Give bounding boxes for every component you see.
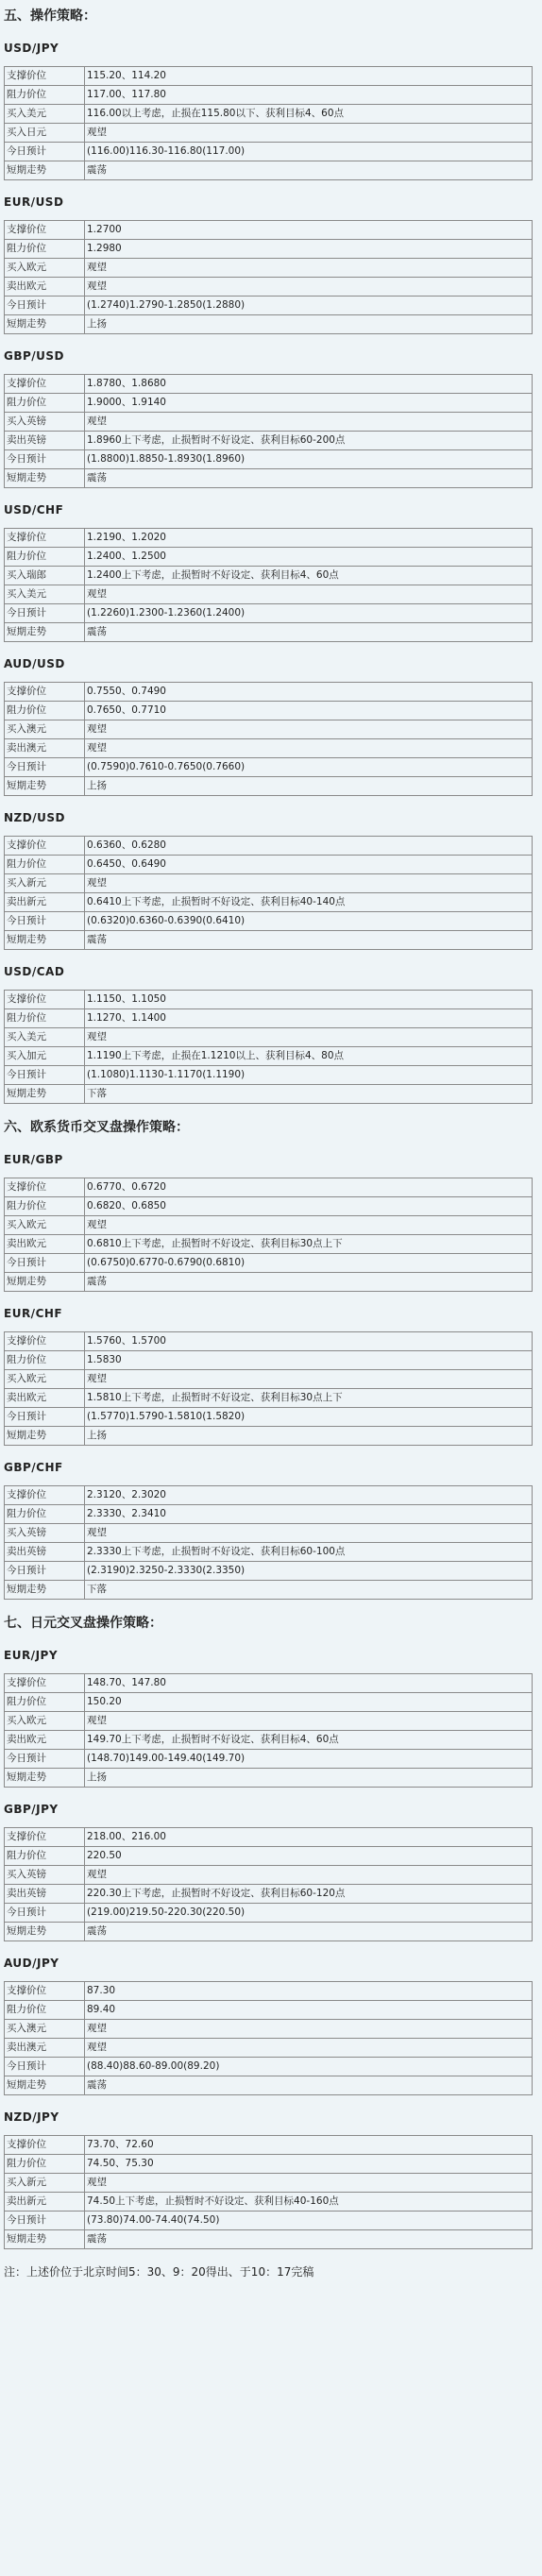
strategy-table [4, 1981, 533, 2095]
row-label: 买入美元 [5, 1028, 85, 1047]
trend-row [5, 1581, 533, 1600]
action-row [5, 585, 533, 604]
row-value: 2.3330、2.3410 [85, 1505, 533, 1524]
row-value: 148.70、147.80 [85, 1674, 533, 1693]
forecast-row [5, 758, 533, 777]
support-row [5, 375, 533, 394]
row-value: (219.00)219.50-220.30(220.50) [85, 1904, 533, 1923]
strategy-section [4, 8, 538, 1104]
support-row [5, 991, 533, 1009]
row-value: 1.5810上下考虑，止损暂时不好设定、获利目标30点上下 [85, 1389, 533, 1408]
forecast-row [5, 1408, 533, 1427]
pair-heading: NZD/JPY [4, 2110, 59, 2124]
row-label: 买入加元 [5, 1047, 85, 1066]
row-label: 卖出英镑 [5, 1885, 85, 1904]
trend-row [5, 1769, 533, 1788]
row-value: (1.8800)1.8850-1.8930(1.8960) [85, 450, 533, 469]
support-row [5, 837, 533, 856]
row-label: 支撑价位 [5, 221, 85, 240]
row-label: 短期走势 [5, 2076, 85, 2095]
resistance-row [5, 394, 533, 413]
pair-heading: GBP/JPY [4, 1803, 59, 1816]
row-value: (88.40)88.60-89.00(89.20) [85, 2058, 533, 2076]
row-label: 今日预计 [5, 912, 85, 931]
row-label: 今日预计 [5, 297, 85, 315]
row-value: 0.6410上下考虑，止损暂时不好设定、获利目标40-140点 [85, 893, 533, 912]
row-label: 卖出欧元 [5, 1731, 85, 1750]
row-value: (73.80)74.00-74.40(74.50) [85, 2212, 533, 2230]
forecast-row [5, 604, 533, 623]
row-value: 74.50、75.30 [85, 2155, 533, 2174]
row-label: 买入新元 [5, 874, 85, 893]
support-row [5, 1178, 533, 1197]
row-label: 卖出欧元 [5, 1235, 85, 1254]
row-value: 1.2190、1.2020 [85, 529, 533, 548]
row-label: 卖出澳元 [5, 739, 85, 758]
strategy-table [4, 990, 533, 1104]
row-label: 今日预计 [5, 1904, 85, 1923]
row-label: 支撑价位 [5, 67, 85, 86]
row-label: 今日预计 [5, 450, 85, 469]
row-value: (2.3190)2.3250-2.3330(2.3350) [85, 1562, 533, 1581]
forecast-row [5, 1904, 533, 1923]
row-value: (0.6750)0.6770-0.6790(0.6810) [85, 1254, 533, 1273]
row-value: 89.40 [85, 2001, 533, 2020]
row-label: 阻力价位 [5, 2155, 85, 2174]
resistance-row [5, 1693, 533, 1712]
row-value: 观望 [85, 1524, 533, 1543]
action-row [5, 1216, 533, 1235]
action-row [5, 278, 533, 297]
forecast-row [5, 143, 533, 161]
row-value: 震荡 [85, 2230, 533, 2249]
row-label: 卖出澳元 [5, 2039, 85, 2058]
row-label: 卖出英镑 [5, 432, 85, 450]
action-row [5, 2174, 533, 2193]
row-label: 短期走势 [5, 1769, 85, 1788]
forecast-row [5, 297, 533, 315]
action-row [5, 413, 533, 432]
row-value: 150.20 [85, 1693, 533, 1712]
pair-heading: EUR/JPY [4, 1649, 59, 1662]
support-row [5, 67, 533, 86]
strategy-table [4, 836, 533, 950]
row-label: 今日预计 [5, 1408, 85, 1427]
row-value: 震荡 [85, 931, 533, 950]
row-label: 阻力价位 [5, 856, 85, 874]
row-value: (148.70)149.00-149.40(149.70) [85, 1750, 533, 1769]
pair-heading: USD/CAD [4, 965, 65, 978]
support-row [5, 1486, 533, 1505]
pair-heading: USD/CHF [4, 503, 64, 517]
row-value: 149.70上下考虑，止损暂时不好设定、获利目标4、60点 [85, 1731, 533, 1750]
action-row [5, 2020, 533, 2039]
row-value: 0.6810上下考虑，止损暂时不好设定、获利目标30点上下 [85, 1235, 533, 1254]
row-value: 震荡 [85, 469, 533, 488]
row-label: 今日预计 [5, 2212, 85, 2230]
row-value: 震荡 [85, 2076, 533, 2095]
row-value: 1.5760、1.5700 [85, 1332, 533, 1351]
row-value: 观望 [85, 2020, 533, 2039]
row-value: 1.9000、1.9140 [85, 394, 533, 413]
row-value: 2.3120、2.3020 [85, 1486, 533, 1505]
strategy-table [4, 1331, 533, 1446]
row-label: 支撑价位 [5, 375, 85, 394]
forecast-row [5, 912, 533, 931]
action-row [5, 432, 533, 450]
row-value: 观望 [85, 413, 533, 432]
row-label: 今日预计 [5, 1066, 85, 1085]
row-value: 观望 [85, 585, 533, 604]
support-row [5, 2136, 533, 2155]
row-value: 1.2980 [85, 240, 533, 259]
row-value: 震荡 [85, 1273, 533, 1292]
row-value: 观望 [85, 1370, 533, 1389]
resistance-row [5, 86, 533, 105]
row-value: 震荡 [85, 1923, 533, 1941]
trend-row [5, 1923, 533, 1941]
forecast-row [5, 450, 533, 469]
row-value: 1.1270、1.1400 [85, 1009, 533, 1028]
row-value: 上扬 [85, 777, 533, 796]
pair-heading: EUR/CHF [4, 1307, 63, 1320]
row-label: 支撑价位 [5, 1828, 85, 1847]
row-label: 阻力价位 [5, 1009, 85, 1028]
strategy-table [4, 528, 533, 642]
row-value: 220.30上下考虑，止损暂时不好设定、获利目标60-120点 [85, 1885, 533, 1904]
row-label: 买入新元 [5, 2174, 85, 2193]
row-label: 卖出新元 [5, 893, 85, 912]
row-label: 阻力价位 [5, 2001, 85, 2020]
row-label: 买入欧元 [5, 259, 85, 278]
action-row [5, 1028, 533, 1047]
strategy-table [4, 1485, 533, 1600]
row-label: 买入欧元 [5, 1370, 85, 1389]
row-value: (1.1080)1.1130-1.1170(1.1190) [85, 1066, 533, 1085]
resistance-row [5, 1847, 533, 1866]
pair-heading: EUR/GBP [4, 1153, 63, 1166]
row-label: 短期走势 [5, 1923, 85, 1941]
row-label: 支撑价位 [5, 837, 85, 856]
row-label: 阻力价位 [5, 1197, 85, 1216]
row-value: 上扬 [85, 1769, 533, 1788]
row-value: 观望 [85, 124, 533, 143]
forecast-row [5, 2058, 533, 2076]
row-value: 0.7650、0.7710 [85, 702, 533, 720]
row-value: 观望 [85, 259, 533, 278]
row-value: 观望 [85, 739, 533, 758]
action-row [5, 1731, 533, 1750]
row-label: 买入美元 [5, 585, 85, 604]
support-row [5, 221, 533, 240]
support-row [5, 683, 533, 702]
forecast-row [5, 1066, 533, 1085]
row-value: 观望 [85, 1712, 533, 1731]
pair-heading: NZD/USD [4, 811, 65, 824]
row-label: 阻力价位 [5, 702, 85, 720]
action-row [5, 2193, 533, 2212]
action-row [5, 1885, 533, 1904]
row-value: 1.2400上下考虑，止损暂时不好设定、获利目标4、60点 [85, 567, 533, 585]
row-label: 短期走势 [5, 315, 85, 334]
row-label: 买入英镑 [5, 1524, 85, 1543]
resistance-row [5, 1009, 533, 1028]
row-value: 观望 [85, 2174, 533, 2193]
row-label: 买入英镑 [5, 413, 85, 432]
row-value: 0.6360、0.6280 [85, 837, 533, 856]
pair-heading: AUD/USD [4, 657, 65, 670]
row-label: 今日预计 [5, 143, 85, 161]
row-value: (1.2260)1.2300-1.2360(1.2400) [85, 604, 533, 623]
forecast-row [5, 1750, 533, 1769]
row-label: 买入澳元 [5, 2020, 85, 2039]
row-label: 阻力价位 [5, 1351, 85, 1370]
row-value: 震荡 [85, 623, 533, 642]
trend-row [5, 469, 533, 488]
row-label: 短期走势 [5, 2230, 85, 2249]
support-row [5, 1982, 533, 2001]
resistance-row [5, 856, 533, 874]
resistance-row [5, 1197, 533, 1216]
section-title: 七、日元交叉盘操作策略： [4, 1616, 162, 1631]
action-row [5, 1370, 533, 1389]
resistance-row [5, 2155, 533, 2174]
row-value: 观望 [85, 720, 533, 739]
row-value: 1.2700 [85, 221, 533, 240]
row-label: 阻力价位 [5, 1693, 85, 1712]
row-label: 支撑价位 [5, 1332, 85, 1351]
row-value: 87.30 [85, 1982, 533, 2001]
row-label: 阻力价位 [5, 1847, 85, 1866]
strategy-table [4, 1673, 533, 1788]
row-value: 220.50 [85, 1847, 533, 1866]
row-value: 74.50上下考虑，止损暂时不好设定、获利目标40-160点 [85, 2193, 533, 2212]
trend-row [5, 2076, 533, 2095]
row-value: 观望 [85, 1028, 533, 1047]
strategy-section [4, 1615, 538, 2249]
row-value: 73.70、72.60 [85, 2136, 533, 2155]
resistance-row [5, 702, 533, 720]
row-value: 观望 [85, 2039, 533, 2058]
action-row [5, 567, 533, 585]
row-value: 观望 [85, 874, 533, 893]
action-row [5, 1389, 533, 1408]
row-value: (1.2740)1.2790-1.2850(1.2880) [85, 297, 533, 315]
row-label: 今日预计 [5, 758, 85, 777]
section-title: 五、操作策略： [4, 8, 96, 24]
trend-row [5, 623, 533, 642]
strategy-table [4, 374, 533, 488]
row-label: 今日预计 [5, 604, 85, 623]
row-label: 阻力价位 [5, 394, 85, 413]
row-value: (1.5770)1.5790-1.5810(1.5820) [85, 1408, 533, 1427]
row-label: 买入英镑 [5, 1866, 85, 1885]
action-row [5, 259, 533, 278]
support-row [5, 529, 533, 548]
row-value: 下落 [85, 1085, 533, 1104]
row-value: 1.2400、1.2500 [85, 548, 533, 567]
row-label: 支撑价位 [5, 529, 85, 548]
row-value: 0.6770、0.6720 [85, 1178, 533, 1197]
strategy-table [4, 66, 533, 180]
action-row [5, 1543, 533, 1562]
strategy-table [4, 220, 533, 334]
trend-row [5, 1427, 533, 1446]
row-value: 117.00、117.80 [85, 86, 533, 105]
trend-row [5, 2230, 533, 2249]
pair-heading: EUR/USD [4, 195, 64, 209]
row-label: 支撑价位 [5, 1178, 85, 1197]
row-label: 短期走势 [5, 1427, 85, 1446]
resistance-row [5, 240, 533, 259]
row-label: 支撑价位 [5, 1486, 85, 1505]
row-label: 支撑价位 [5, 1674, 85, 1693]
pair-heading: GBP/CHF [4, 1461, 63, 1474]
row-value: 0.6450、0.6490 [85, 856, 533, 874]
row-value: 1.8780、1.8680 [85, 375, 533, 394]
row-label: 买入欧元 [5, 1216, 85, 1235]
row-label: 卖出新元 [5, 2193, 85, 2212]
section-title: 六、欧系货币交叉盘操作策略： [4, 1120, 189, 1135]
pair-heading: USD/JPY [4, 42, 59, 55]
row-label: 阻力价位 [5, 86, 85, 105]
action-row [5, 1047, 533, 1066]
row-label: 短期走势 [5, 931, 85, 950]
row-value: 上扬 [85, 315, 533, 334]
trend-row [5, 315, 533, 334]
row-label: 短期走势 [5, 1581, 85, 1600]
row-value: 116.00以上考虑，止损在115.80以下、获利目标4、60点 [85, 105, 533, 124]
strategy-table [4, 682, 533, 796]
row-label: 买入日元 [5, 124, 85, 143]
resistance-row [5, 1505, 533, 1524]
row-label: 短期走势 [5, 469, 85, 488]
row-label: 短期走势 [5, 161, 85, 180]
row-value: 1.1150、1.1050 [85, 991, 533, 1009]
row-label: 买入瑞郎 [5, 567, 85, 585]
row-label: 今日预计 [5, 1254, 85, 1273]
row-value: 震荡 [85, 161, 533, 180]
row-label: 今日预计 [5, 1750, 85, 1769]
row-label: 买入欧元 [5, 1712, 85, 1731]
resistance-row [5, 2001, 533, 2020]
strategy-table [4, 1178, 533, 1292]
row-value: 观望 [85, 1216, 533, 1235]
action-row [5, 1524, 533, 1543]
row-label: 支撑价位 [5, 683, 85, 702]
action-row [5, 720, 533, 739]
row-value: 0.6820、0.6850 [85, 1197, 533, 1216]
row-value: 218.00、216.00 [85, 1828, 533, 1847]
row-label: 阻力价位 [5, 1505, 85, 1524]
row-label: 卖出欧元 [5, 1389, 85, 1408]
action-row [5, 1235, 533, 1254]
row-value: 上扬 [85, 1427, 533, 1446]
row-value: 0.7550、0.7490 [85, 683, 533, 702]
row-value: 下落 [85, 1581, 533, 1600]
action-row [5, 1712, 533, 1731]
forecast-row [5, 2212, 533, 2230]
footnote: 注：上述价位于北京时间5：30、9：20得出、于10：17完稿 [4, 2265, 314, 2279]
row-label: 短期走势 [5, 623, 85, 642]
row-value: (0.6320)0.6360-0.6390(0.6410) [85, 912, 533, 931]
row-label: 阻力价位 [5, 240, 85, 259]
support-row [5, 1828, 533, 1847]
support-row [5, 1332, 533, 1351]
row-value: (0.7590)0.7610-0.7650(0.7660) [85, 758, 533, 777]
forecast-row [5, 1254, 533, 1273]
row-value: 观望 [85, 1866, 533, 1885]
strategy-table [4, 2135, 533, 2249]
pair-heading: AUD/JPY [4, 1957, 59, 1970]
row-value: 1.5830 [85, 1351, 533, 1370]
strategy-section [4, 1119, 538, 1600]
action-row [5, 124, 533, 143]
row-value: 观望 [85, 278, 533, 297]
row-label: 今日预计 [5, 1562, 85, 1581]
row-label: 支撑价位 [5, 1982, 85, 2001]
support-row [5, 1674, 533, 1693]
strategy-table [4, 1827, 533, 1941]
row-label: 阻力价位 [5, 548, 85, 567]
forecast-row [5, 1562, 533, 1581]
row-label: 短期走势 [5, 1085, 85, 1104]
row-value: (116.00)116.30-116.80(117.00) [85, 143, 533, 161]
trend-row [5, 161, 533, 180]
row-value: 115.20、114.20 [85, 67, 533, 86]
action-row [5, 105, 533, 124]
row-value: 2.3330上下考虑，止损暂时不好设定、获利目标60-100点 [85, 1543, 533, 1562]
row-label: 买入澳元 [5, 720, 85, 739]
row-label: 支撑价位 [5, 991, 85, 1009]
trend-row [5, 1273, 533, 1292]
row-label: 短期走势 [5, 1273, 85, 1292]
row-label: 支撑价位 [5, 2136, 85, 2155]
action-row [5, 1866, 533, 1885]
row-label: 买入美元 [5, 105, 85, 124]
row-value: 1.1190上下考虑，止损在1.1210以上、获利目标4、80点 [85, 1047, 533, 1066]
pair-heading: GBP/USD [4, 349, 65, 363]
trend-row [5, 777, 533, 796]
action-row [5, 874, 533, 893]
action-row [5, 739, 533, 758]
resistance-row [5, 548, 533, 567]
action-row [5, 2039, 533, 2058]
resistance-row [5, 1351, 533, 1370]
row-label: 今日预计 [5, 2058, 85, 2076]
row-label: 卖出欧元 [5, 278, 85, 297]
row-label: 短期走势 [5, 777, 85, 796]
action-row [5, 893, 533, 912]
trend-row [5, 1085, 533, 1104]
row-value: 1.8960上下考虑，止损暂时不好设定、获利目标60-200点 [85, 432, 533, 450]
trend-row [5, 931, 533, 950]
row-label: 卖出英镑 [5, 1543, 85, 1562]
